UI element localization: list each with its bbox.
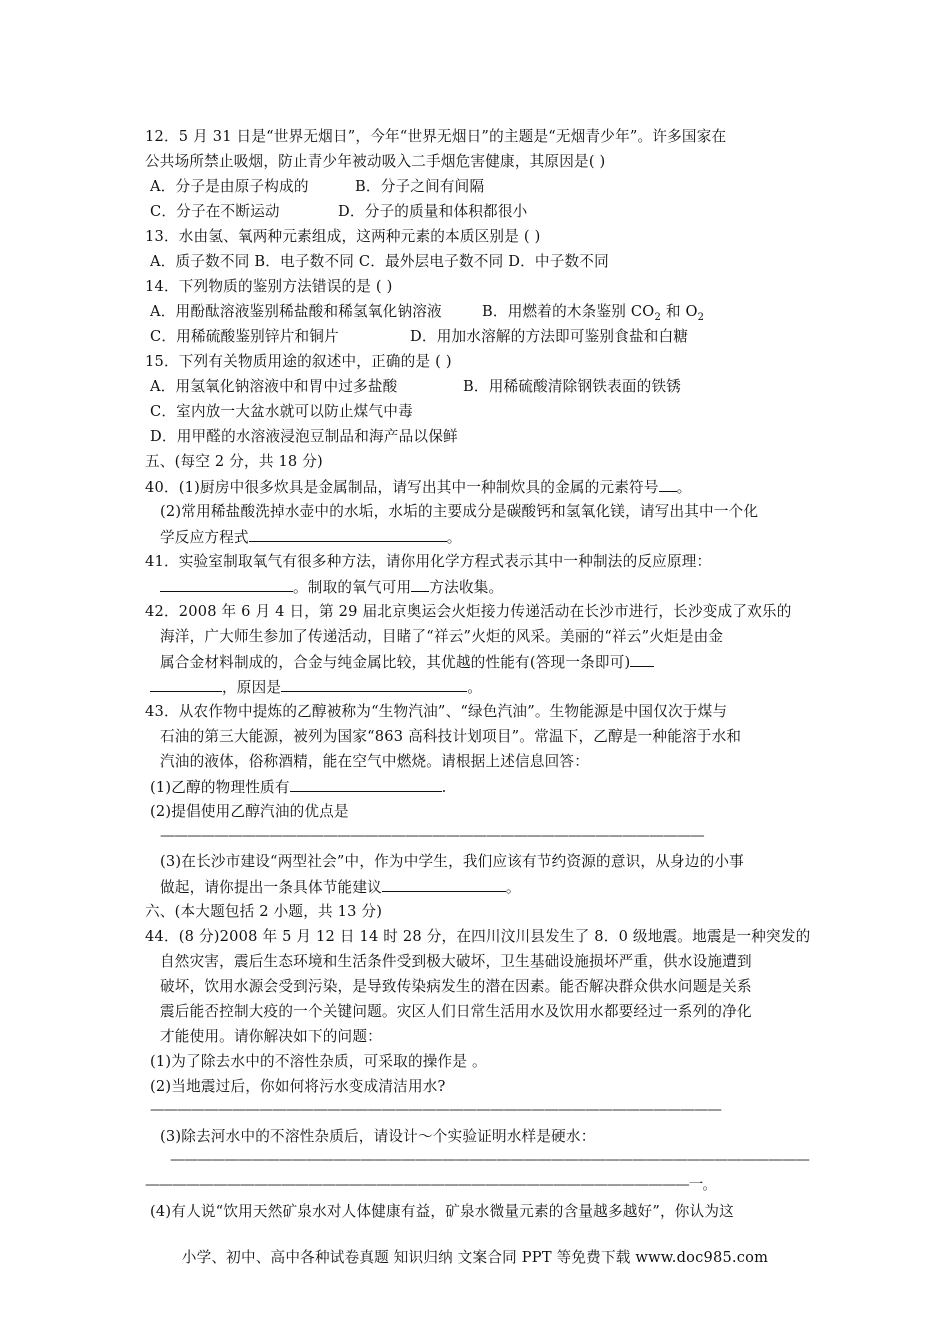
- q44-line4: 震后能否控制大疫的一个关键问题。灾区人们日常生活用水及饮用水都要经过一系列的净化: [160, 1003, 752, 1020]
- q14-option-c: C．用稀硫酸鉴别锌片和铜片: [150, 328, 339, 345]
- answer-blank[interactable]: [411, 577, 429, 592]
- q15-option-c: C．室内放一大盆水就可以防止煤气中毒: [150, 403, 413, 420]
- q42-line1: 42．2008 年 6 月 4 日，第 29 届北京奥运会火炬接力传递活动在长沙市进行，长沙变成了欢乐的: [145, 603, 792, 620]
- q15-option-b: B．用稀硫酸清除钢铁表面的铁锈: [463, 378, 682, 395]
- q43-part3-line1: (3)在长沙市建设“两型社会”中，作为中学生，我们应该有节约资源的意识，从身边的小事: [160, 853, 744, 870]
- q14-option-a: A．用酚酞溶液鉴别稀盐酸和稀氢氧化钠溶液: [150, 303, 442, 320]
- q12-option-c: C．分子在不断运动: [150, 203, 280, 220]
- q43-part2: (2)提倡使用乙醇汽油的优点是: [150, 803, 349, 820]
- q43-part2-answer-line[interactable]: ————————————————————————————————————————: [160, 827, 704, 844]
- q15-option-d: D．用甲醛的水溶液浸泡豆制品和海产品以保鲜: [150, 428, 458, 445]
- q44-part1: (1)为了除去水中的不溶性杂质，可采取的操作是 。: [150, 1053, 487, 1070]
- q42-line3: 属合金材料制成的，合金与纯金属比较，其优越的性能有(答现一条即可): [160, 652, 654, 673]
- answer-blank[interactable]: [281, 677, 467, 692]
- q44-line2: 自然灾害，震后生态环境和生活条件受到极大破坏，卫生基础设施损坏严重，供水设施遭到: [160, 953, 752, 970]
- q43-line2: 石油的第三大能源，被列为国家“863 高科技计划项目”。常温下，乙醇是一种能溶于水和: [160, 728, 742, 745]
- q12-option-d: D．分子的质量和体积都很小: [338, 203, 528, 220]
- q44-line5: 才能使用。请你解决如下的问题：: [160, 1028, 382, 1045]
- q44-part2: (2)当地震过后，你如何将污水变成清洁用水?: [150, 1078, 446, 1095]
- q41-line1: 41．实验室制取氧气有很多种方法，请你用化学方程式表示其中一种制法的反应原理：: [145, 553, 712, 570]
- q44-part3: (3)除去河水中的不溶性杂质后，请设计～个实验证明水样是硬水：: [160, 1128, 596, 1145]
- q14-option-b: B．用燃着的木条鉴别 $CO_2$ 和 $O_2$: [482, 303, 705, 323]
- answer-blank[interactable]: [249, 527, 447, 542]
- q44-line3: 破坏，饮用水源会受到污染，是导致传染病发生的潜在因素。能否解决群众供水问题是关系: [160, 978, 752, 995]
- answer-blank[interactable]: [150, 677, 222, 692]
- section-6-heading: 六、(本大题包括 2 小题，共 13 分): [145, 903, 383, 920]
- q13-options: A．质子数不同 B．电子数不同 C．最外层电子数不同 D．中子数不同: [150, 253, 609, 270]
- q40-line1: 40．(1)厨房中很多炊具是金属制品，请写出其中一种制炊具的金属的元素符号 。: [145, 479, 692, 496]
- q43-part3-line2: 做起，请你提出一条具体节能建议 。: [160, 879, 521, 896]
- q13-stem: 13．水由氢、氧两种元素组成，这两种元素的本质区别是 ( ): [145, 228, 541, 245]
- answer-blank[interactable]: [382, 877, 506, 892]
- q43-line1: 43．从农作物中提炼的乙醇被称为“生物汽油”、“绿色汽油”。生物能源是中国仅次于煤与: [145, 703, 728, 720]
- answer-blank[interactable]: [290, 777, 442, 792]
- q40-line3: 学反应方程式 。: [160, 529, 462, 546]
- q43-part1: (1)乙醇的物理性质有 .: [150, 779, 447, 796]
- q12-stem-line1: 12．5 月 31 日是“世界无烟日”，今年“世界无烟日”的主题是“无烟青少年”。许多国家在: [145, 128, 727, 145]
- q42-line2: 海洋，广大师生参加了传递活动，目睹了“祥云”火炬的风采。美丽的“祥云”火炬是由金: [160, 628, 724, 645]
- q40-line2: (2)常用稀盐酸洗掉水壶中的水垢，水垢的主要成分是碳酸钙和氢氧化镁，请写出其中一个化: [160, 503, 759, 520]
- q12-option-a: A．分子是由原子构成的: [150, 178, 309, 195]
- q15-option-a: A．用氢氧化钠溶液中和胃中过多盐酸: [150, 378, 398, 395]
- q12-stem-line2: 公共场所禁止吸烟，防止青少年被动吸入二手烟危害健康，其原因是( ): [145, 153, 606, 170]
- q14-stem: 14．下列物质的鉴别方法错误的是 ( ): [145, 278, 393, 295]
- q44-part4: (4)有人说“饮用天然矿泉水对人体健康有益，矿泉水微量元素的含量越多越好”，你认为这: [150, 1203, 734, 1220]
- q42-line4: ，原因是 。: [150, 677, 482, 698]
- q43-line3: 汽油的液体，俗称酒精，能在空气中燃烧。请根据上述信息回答：: [160, 753, 590, 770]
- q44-part3-answer-line2[interactable]: ————————————————————————————————————————一。: [145, 1176, 716, 1193]
- q14-option-d: D．用加水溶解的方法即可鉴别食盐和白糖: [410, 328, 689, 345]
- q12-option-b: B．分子之间有间隔: [355, 178, 485, 195]
- footer-download-note: 小学、初中、高中各种试卷真题 知识归纳 文案合同 PPT 等免费下载 www.doc985.com: [181, 1249, 769, 1266]
- section-5-heading: 五、(每空 2 分，共 18 分): [145, 453, 323, 470]
- q44-line1: 44．(8 分)2008 年 5 月 12 日 14 时 28 分，在四川汶川县发生了 8．0 级地震。地震是一种突发的: [145, 928, 811, 945]
- q15-stem: 15．下列有关物质用途的叙述中，正确的是 ( ): [145, 353, 452, 370]
- q44-part2-answer-line[interactable]: ——————————————————————————————————————————: [150, 1101, 721, 1118]
- answer-blank[interactable]: [659, 477, 677, 492]
- q41-line2: 。制取的氧气可用 方法收集。: [160, 577, 503, 598]
- answer-blank[interactable]: [630, 652, 654, 667]
- q44-part3-answer-line1[interactable]: ———————————————————————————————————————————————: [170, 1151, 809, 1168]
- answer-blank[interactable]: [160, 577, 293, 592]
